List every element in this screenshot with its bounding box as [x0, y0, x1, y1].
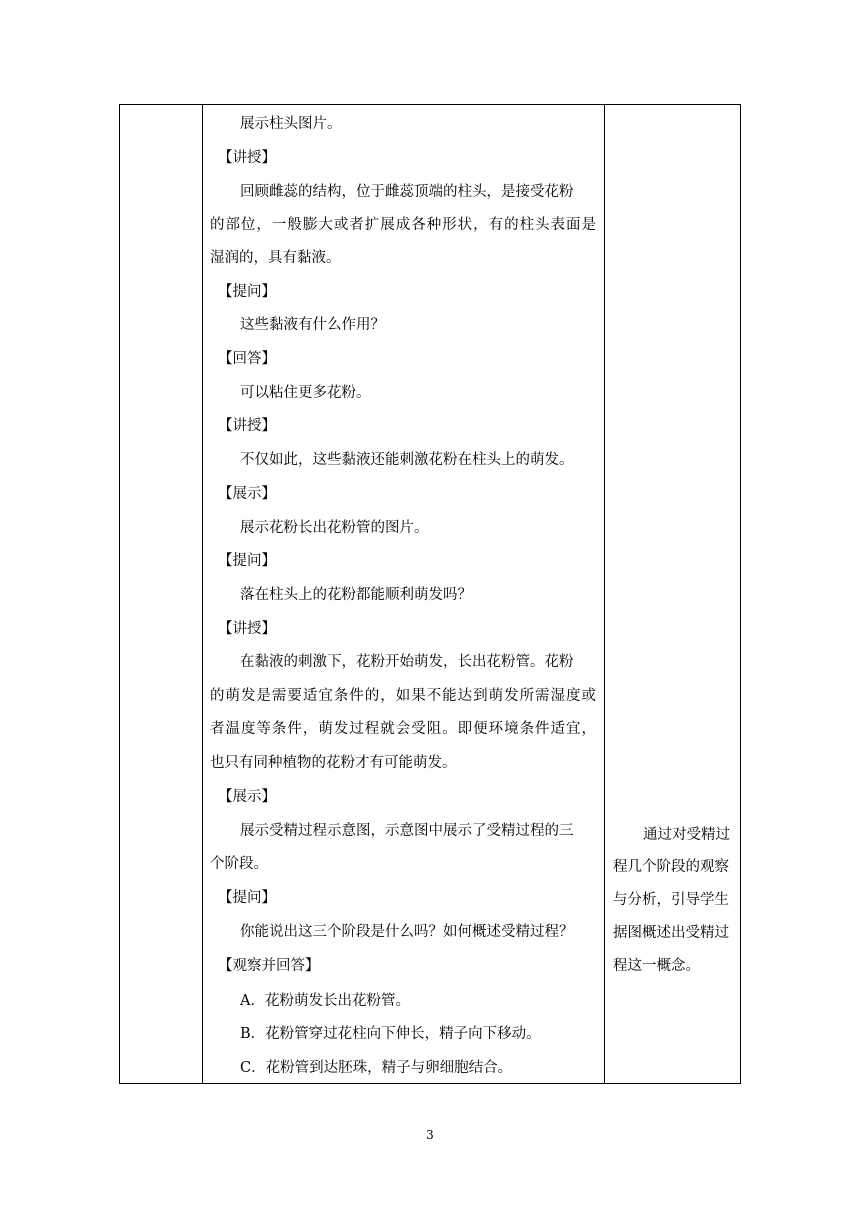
- lesson-line: 湿润的，具有黏液。: [210, 250, 341, 266]
- design-intent-column: [604, 105, 740, 1083]
- design-intent-line: 据图概述出受精过: [613, 925, 729, 941]
- page-number: 3: [426, 1128, 434, 1142]
- section-tag: 【观察并回答】: [218, 958, 320, 974]
- lesson-line: 回顾雌蕊的结构，位于雌蕊顶端的柱头，是接受花粉: [240, 184, 574, 200]
- answer-option: B．花粉管穿过花柱向下伸长，精子向下移动。: [240, 1026, 541, 1042]
- lesson-line: 你能说出这三个阶段是什么吗？如何概述受精过程？: [240, 924, 574, 940]
- section-tag: 【讲授】: [218, 150, 276, 166]
- answer-option: A．花粉萌发长出花粉管。: [240, 993, 410, 1009]
- section-tag: 【提问】: [218, 890, 276, 906]
- answer-option: C．花粉管到达胚珠，精子与卵细胞结合。: [240, 1060, 513, 1076]
- section-tag: 【讲授】: [218, 621, 276, 637]
- lesson-line: 落在柱头上的花粉都能顺利萌发吗？: [240, 587, 472, 603]
- section-tag: 【展示】: [218, 486, 276, 502]
- lesson-line: 的萌发是需要适宜条件的，如果不能达到萌发所需湿度或: [210, 688, 596, 704]
- lesson-line: 也只有同种植物的花粉才有可能萌发。: [210, 755, 457, 771]
- lesson-line: 可以粘住更多花粉。: [240, 385, 371, 401]
- design-intent-line: 通过对受精过: [643, 827, 730, 843]
- lesson-line: 个阶段。: [210, 856, 268, 872]
- lesson-line: 不仅如此，这些黏液还能刺激花粉在柱头上的萌发。: [240, 452, 574, 468]
- teaching-process-column: [202, 105, 604, 1083]
- lesson-line: 的部位，一般膨大或者扩展成各种形状，有的柱头表面是: [210, 217, 596, 233]
- section-tag: 【展示】: [218, 789, 276, 805]
- lesson-line: 这些黏液有什么作用？: [240, 317, 385, 333]
- lesson-table: [119, 104, 741, 1084]
- section-tag: 【回答】: [218, 351, 276, 367]
- design-intent-line: 与分析，引导学生: [613, 892, 729, 908]
- lesson-line: 在黏液的刺激下，花粉开始萌发，长出花粉管。花粉: [240, 654, 574, 670]
- lesson-line: 展示受精过程示意图，示意图中展示了受精过程的三: [240, 823, 574, 839]
- design-intent-line: 程几个阶段的观察: [613, 859, 729, 875]
- lesson-line: 展示花粉长出花粉管的图片。: [240, 520, 429, 536]
- lesson-line: 者温度等条件，萌发过程就会受阻。即便环境条件适宜，: [210, 721, 596, 737]
- section-tag: 【讲授】: [218, 418, 276, 434]
- lesson-line: 展示柱头图片。: [240, 116, 342, 132]
- design-intent-line: 程这一概念。: [613, 958, 700, 974]
- section-tag: 【提问】: [218, 553, 276, 569]
- section-tag: 【提问】: [218, 284, 276, 300]
